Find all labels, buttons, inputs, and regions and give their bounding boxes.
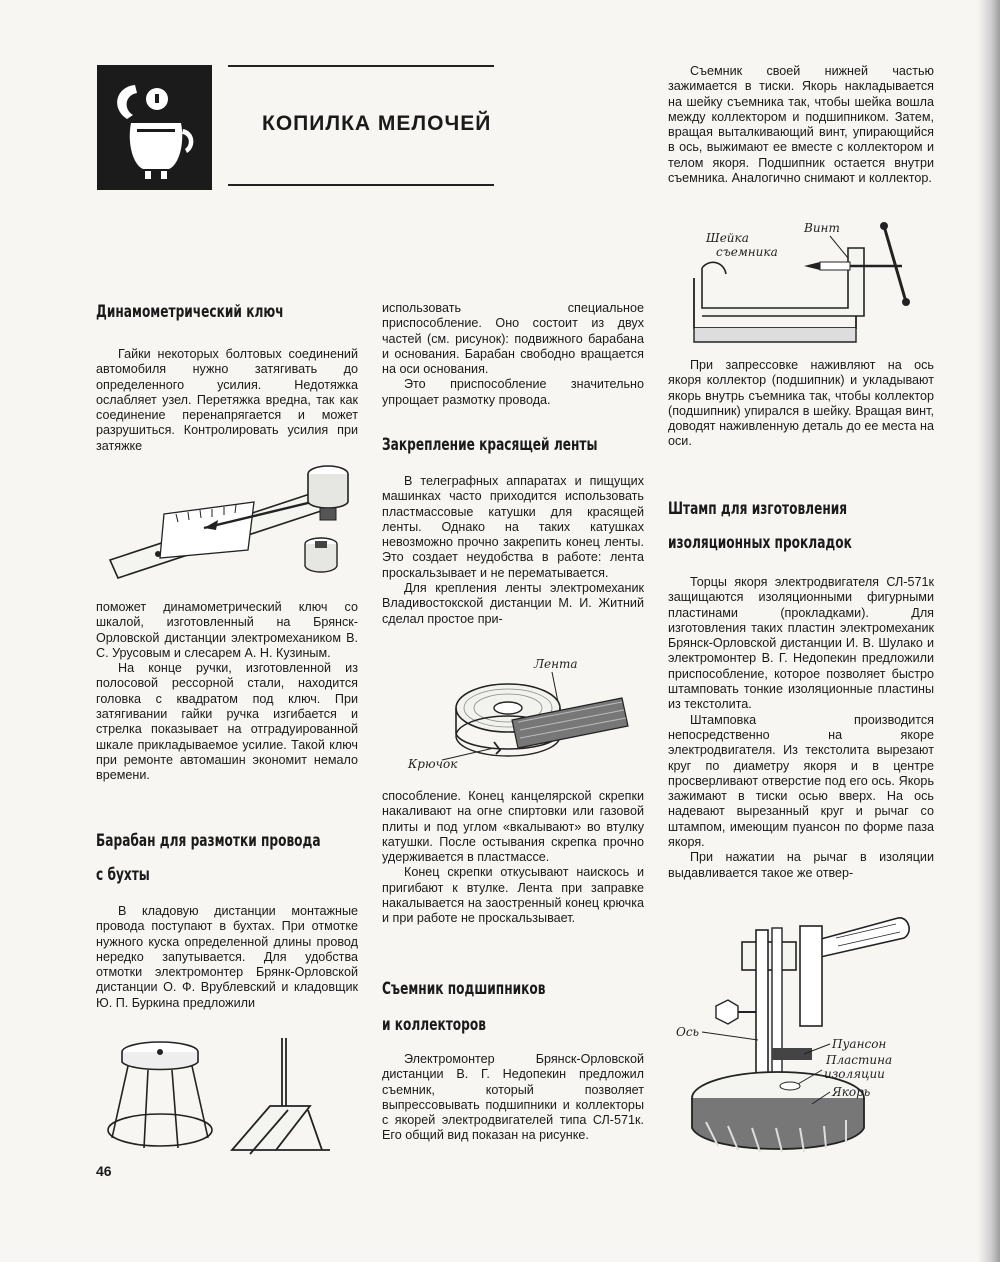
drum-illustration: [100, 1030, 350, 1160]
paragraph: Гайки некоторых болтовых соединений автомобиля нужно затягивать до определенного усилия. Недотяжка ослабляет узел. Перетяжка вредна, так как соединение перенапрягается и может разрушиться. Контролировать усилия при затяжке: [96, 347, 358, 453]
paragraph: В кладовую дистанции монтажные провода поступают в бухтах. При отмотке нужного куска определенной длины провод нередко запутывается. Для удобства отмотки электромонтер Брянк-Орловской дистанции О. Ф. Врублевский и кладовщик Ю. П. Буркина предложили: [96, 904, 358, 1010]
paragraph: Штамповка производится непосредственно на якоре электродвигателя. Из текстолита вырезают круг по диаметру якоря и в центре просверливают отверстие под его ось. Якорь зажимают в тиски осью вверх. На ось надевают вырезанный круг и рычаг со штампом, имеющим пуансон по форме паза якоря.: [668, 712, 934, 850]
label-tape: Лента: [534, 657, 578, 671]
paragraph: поможет динамометрический ключ со шкалой, изготовленный на Брянск-Орловской дистанции электромехаником В. С. Урусовым и слесарем А. Н. Кузиным.: [96, 600, 358, 660]
page-edge-shadow: [978, 0, 1000, 1262]
article-title-stamp-line2: изоляционных прокладок: [668, 533, 852, 552]
paragraph: Это приспособление значительно упрощает размотку провода.: [382, 377, 644, 407]
paragraph: При запрессовке наживляют на ось якоря коллектор (подшипник) и укладывают якорь внутрь съемника так, чтобы коллектор (подшипник) упирался в шейку. Вращая винт, доводят наживленную деталь до ее места на оси.: [668, 358, 934, 449]
label-punch: Пуансон: [832, 1037, 887, 1051]
header-rule-top: [228, 65, 494, 67]
paragraph: Торцы якоря электродвигателя СЛ-571к защищаются изоляционными фигурными пластинами (прокладками). Для изготовления таких пластин электромеханик Брянск-Орловской дистанции И. В. Шулако и электромонтер В. Г. Недопекин предложили приспособление, которое позволяет быстро штамповать тонкие изоляционные пластины из текстолита.: [668, 575, 934, 712]
article-drum-part1: [96, 904, 358, 1011]
paragraph: способление. Конец канцелярской скрепки накаливают на огне спиртовки или газовой плиты и под углом «вкалывают» во втулку катушки. После остывания скрепка прочно удерживается в пластмассе.: [382, 789, 644, 865]
paragraph: При нажатии на рычаг в изоляции выдавливается такое же отвер-: [668, 850, 934, 880]
label-neck-line1: Шейка: [706, 231, 749, 245]
article-title-ribbon: Закрепление красящей ленты: [382, 435, 598, 454]
ribbon-spool-illustration: [400, 650, 640, 780]
article-title-puller-line2: и коллекторов: [382, 1015, 486, 1034]
article-title-stamp: Штамп для изготовления: [668, 499, 848, 518]
paragraph: использовать специальное приспособление. Оно состоит из двух частей (см. рисунок): подвижного барабана и основания. Барабан свободно вращается на оси основания.: [382, 301, 644, 377]
label-plate-line1: Пластина: [826, 1053, 893, 1067]
article-drum-part2: [382, 301, 644, 408]
article-wrench-part1: [96, 347, 358, 454]
article-stamp-part1: [668, 575, 934, 881]
article-ribbon-part1: [382, 474, 644, 627]
header-rule-bottom: [228, 184, 494, 186]
article-puller-part2: [668, 64, 934, 186]
label-axis: Ось: [676, 1025, 700, 1039]
stamp-illustration: [676, 908, 932, 1162]
article-puller-part3: [668, 358, 934, 450]
label-hook: Крючок: [408, 757, 458, 771]
section-title: КОПИЛКА МЕЛОЧЕЙ: [262, 112, 492, 135]
paragraph: На конце ручки, изготовленной из полосовой рессорной стали, находится головка с квадратом под ключ. При затягивании гайки ручка изгибается и стрелка показывает на отградуированной шкале прикладываемое усилие. Такой ключ при ремонте автомашин экономит немало времени.: [96, 661, 358, 783]
article-title-wrench: Динамометрический ключ: [96, 302, 284, 321]
article-title-drum: Барабан для размотки провода: [96, 831, 321, 850]
paragraph: Конец скрепки откусывают наискось и пригибают к втулке. Лента при заправке накалывается на заостренный конец крючка и при работе не проскальзывает.: [382, 865, 644, 926]
label-neck-line2: съемника: [716, 245, 778, 259]
label-plate-line2: изоляции: [824, 1067, 885, 1081]
article-puller-part1: [382, 1052, 644, 1144]
article-title-drum-line2: с бухты: [96, 865, 150, 884]
paragraph: Для крепления ленты электромеханик Владивостокской дистанции М. И. Житний сделал простое при-: [382, 581, 644, 626]
article-wrench-part2: [96, 600, 358, 784]
piggy-bank-icon: [97, 65, 212, 190]
puller-illustration: [680, 218, 930, 348]
label-screw: Винт: [804, 221, 840, 235]
article-title-puller: Съемник подшипников: [382, 979, 546, 998]
piggy-bank-logo: [97, 65, 212, 190]
article-ribbon-part2: [382, 789, 644, 927]
paragraph: В телеграфных аппаратах и пищущих машинках часто приходится использовать пластмассовые катушки для красящей ленты. Однако на таких катушках невозможно прочно закрепить конец ленты. Это создает неудобства в работе: лента проскальзывает и не перематывается.: [382, 474, 644, 580]
wrench-illustration: [96, 462, 358, 592]
label-anchor: Якорь: [832, 1085, 871, 1099]
paragraph: Съемник своей нижней частью зажимается в тиски. Якорь накладывается на шейку съемника так, чтобы шейка вошла между коллектором и подшипником. Затем, вращая выталкивающий винт, упирающийся в ось, выжимают ее вместе с коллектором и телом якоря. Подшипник остается внутри съемника. Аналогично снимают и коллектор.: [668, 64, 934, 186]
page-number: 46: [96, 1163, 112, 1179]
paragraph: Электромонтер Брянск-Орловской дистанции В. Г. Недопекин предложил съемник, который позволяет выпрессовывать подшипники и коллекторы с якорей электродвигателей типа СЛ-571к. Его общий вид показан на рисунке.: [382, 1052, 644, 1143]
